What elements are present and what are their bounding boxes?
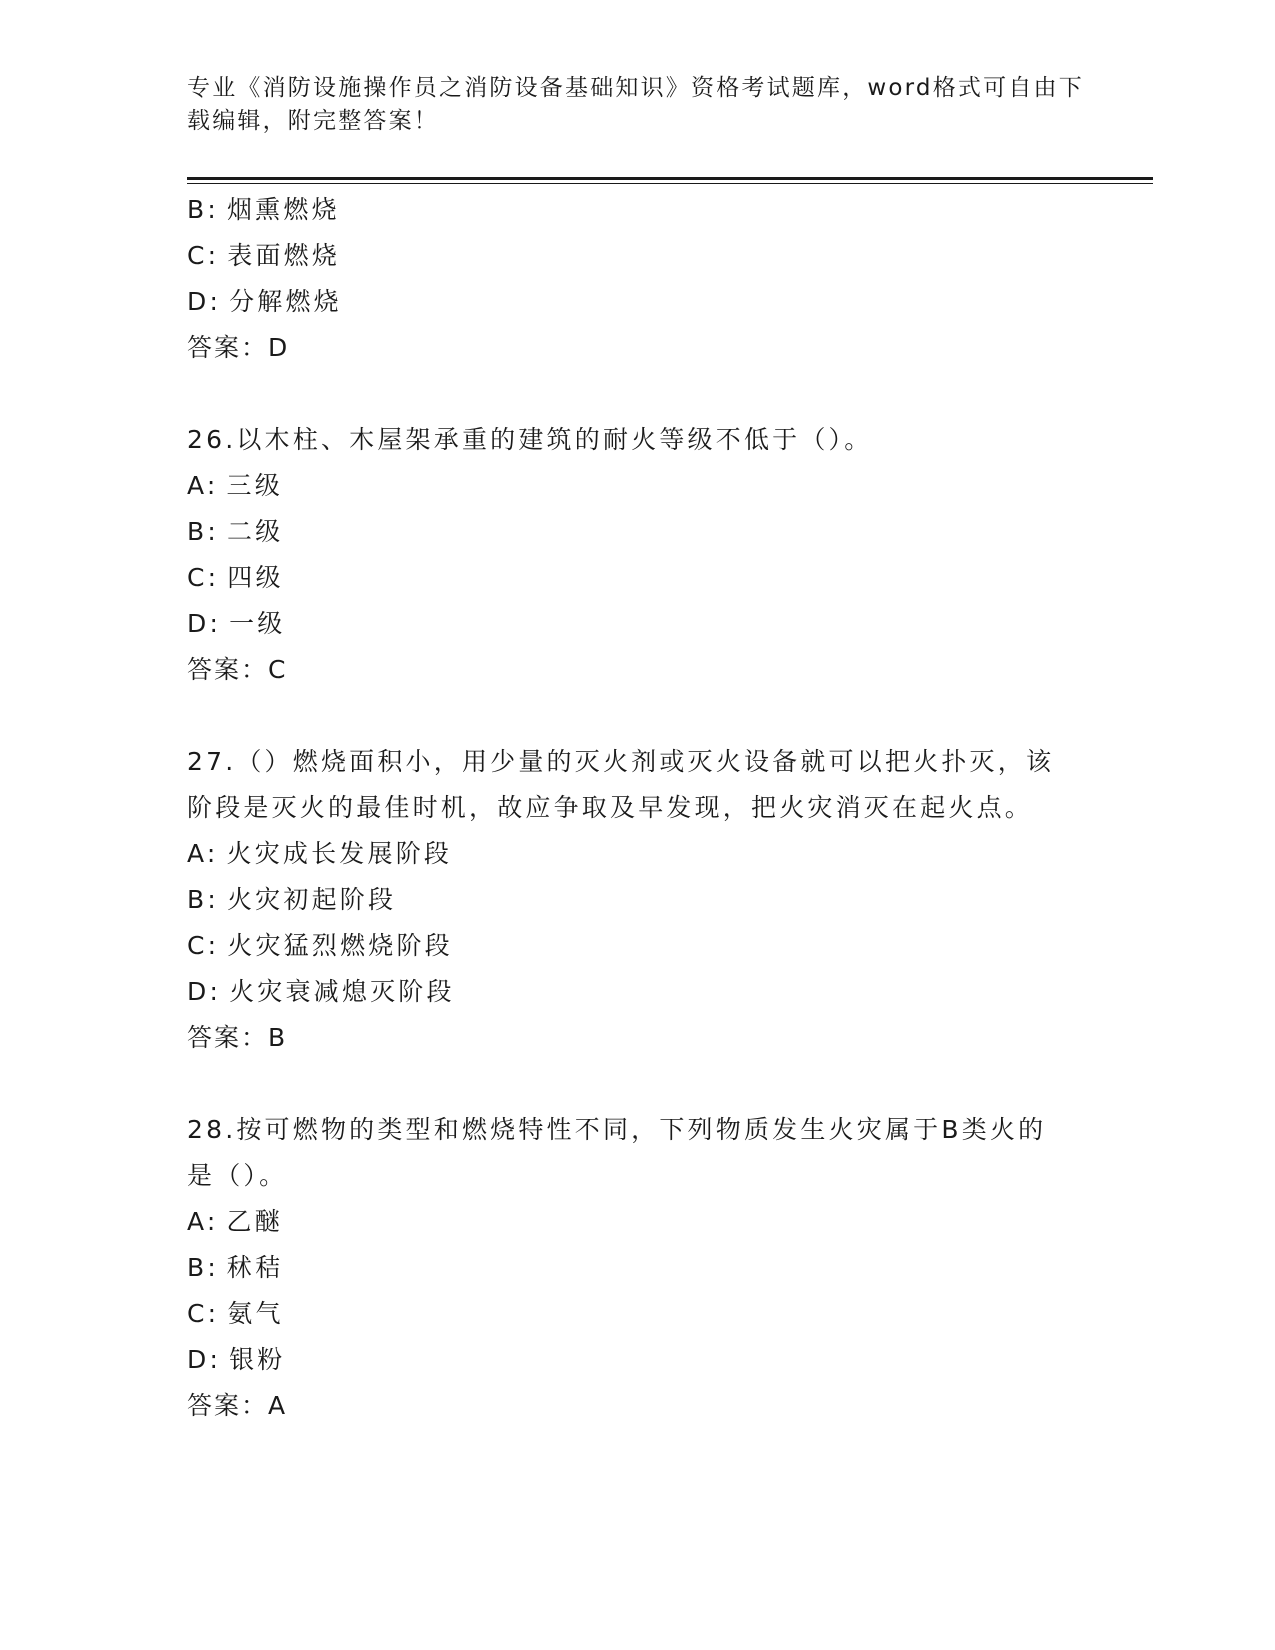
option-item [187, 233, 1087, 279]
option-text: 火灾猛烈燃烧阶段 [227, 931, 453, 960]
option-letter: B [187, 885, 208, 914]
option-text: 火灾初起阶段 [226, 885, 397, 914]
option-letter: A [187, 1207, 207, 1236]
option-item [187, 555, 1087, 601]
option-text: 一级 [229, 609, 286, 638]
option-item [187, 509, 1087, 555]
option-item [187, 923, 1087, 969]
option-separator: : [207, 195, 219, 224]
option-letter: A [187, 471, 207, 500]
option-separator: : [209, 977, 222, 1006]
option-separator: : [209, 287, 222, 316]
option-text: 三级 [226, 471, 283, 500]
header-divider-thick [187, 177, 1153, 180]
option-separator: : [209, 1345, 222, 1374]
answer-line: 答案：B [187, 1023, 288, 1052]
option-letter: A [187, 839, 207, 868]
header-divider-thin [187, 183, 1153, 184]
option-letter: D [187, 287, 210, 316]
option-item [187, 187, 1087, 233]
option-text: 银粉 [229, 1345, 286, 1374]
option-letter: C [187, 1299, 208, 1328]
option-item [187, 831, 1087, 877]
question-block [187, 417, 1087, 693]
option-text: 四级 [227, 563, 284, 592]
option-separator: : [207, 931, 220, 960]
option-item [187, 877, 1087, 923]
question-block [187, 1107, 1087, 1429]
option-letter: D [187, 977, 210, 1006]
option-separator: : [209, 609, 222, 638]
option-item [187, 279, 1087, 325]
option-item [187, 1291, 1087, 1337]
option-text: 火灾成长发展阶段 [226, 839, 453, 868]
question-text-line: 27.（）燃烧面积小，用少量的灭火剂或灭火设备就可以把火扑灭，该 [187, 747, 1055, 776]
question-list [187, 187, 1087, 1429]
option-item [187, 969, 1087, 1015]
question-block-partial [187, 187, 1087, 371]
option-separator: : [206, 471, 219, 500]
option-text: 分解燃烧 [229, 287, 342, 316]
option-letter: C [187, 563, 208, 592]
option-item [187, 601, 1087, 647]
option-letter: C [187, 241, 208, 270]
option-separator: : [206, 839, 219, 868]
option-separator: : [207, 885, 219, 914]
option-text: 火灾衰减熄灭阶段 [229, 977, 455, 1006]
option-separator: : [207, 241, 220, 270]
option-separator: : [207, 563, 220, 592]
option-letter: C [187, 931, 208, 960]
question-text-line: 阶段是灭火的最佳时机，故应争取及早发现，把火灾消灭在起火点。 [187, 793, 1034, 822]
option-text: 氨气 [227, 1299, 284, 1328]
answer-line: 答案：D [187, 333, 290, 362]
question-text [187, 1107, 1087, 1199]
option-separator: : [207, 1253, 219, 1282]
option-letter: B [187, 517, 208, 546]
option-text: 烟熏燃烧 [226, 195, 340, 224]
option-text: 二级 [226, 517, 284, 546]
option-item [187, 1245, 1087, 1291]
option-text: 秫秸 [226, 1253, 284, 1282]
question-block [187, 739, 1087, 1061]
option-item [187, 1199, 1087, 1245]
document-header [187, 72, 1087, 138]
header-line-1: 专业《消防设施操作员之消防设备基础知识》资格考试题库，word格式可自由下 [187, 75, 1084, 101]
option-text: 乙醚 [226, 1207, 283, 1236]
question-text-line: 26.以木柱、木屋架承重的建筑的耐火等级不低于（）。 [187, 425, 873, 454]
header-line-2: 载编辑，附完整答案！ [187, 108, 439, 134]
answer-line: 答案：C [187, 655, 288, 684]
option-item [187, 463, 1087, 509]
option-separator: : [207, 517, 219, 546]
option-separator: : [207, 1299, 220, 1328]
question-text-line: 28.按可燃物的类型和燃烧特性不同，下列物质发生火灾属于B类火的 [187, 1115, 1047, 1144]
question-text [187, 417, 1087, 463]
question-text-line: 是（）。 [187, 1161, 288, 1190]
option-letter: D [187, 1345, 210, 1374]
option-letter: D [187, 609, 210, 638]
option-letter: B [187, 1253, 208, 1282]
answer-line: 答案：A [187, 1391, 288, 1420]
question-text [187, 739, 1087, 831]
option-item [187, 1337, 1087, 1383]
option-text: 表面燃烧 [227, 241, 341, 270]
option-separator: : [206, 1207, 219, 1236]
option-letter: B [187, 195, 208, 224]
